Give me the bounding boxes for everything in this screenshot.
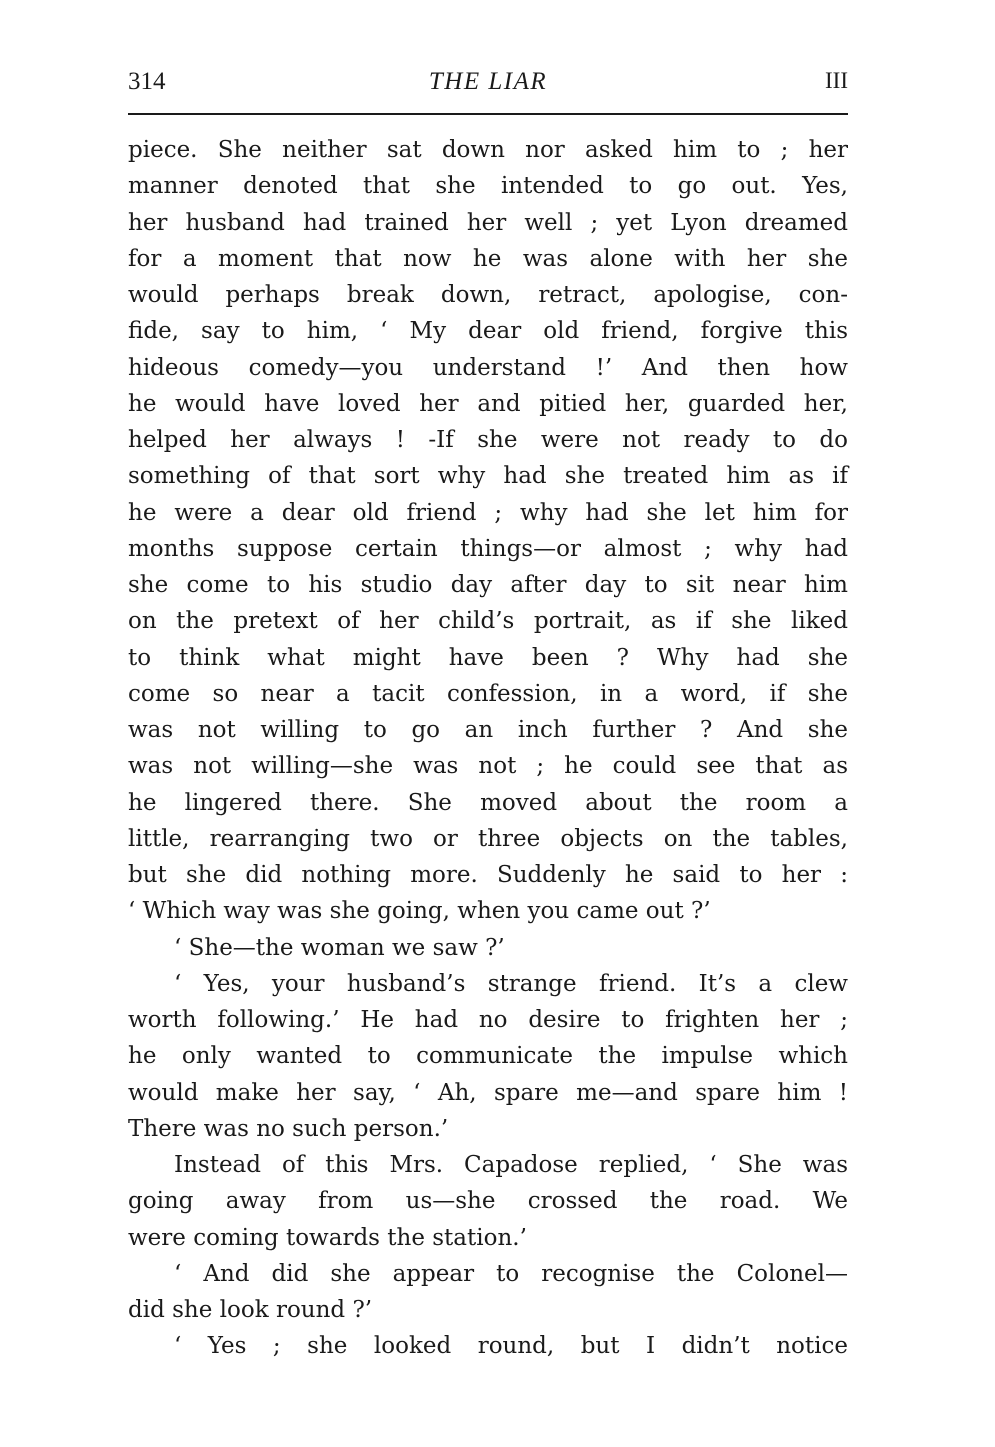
text-line: did she look round ?’ [128, 1297, 373, 1323]
text-line: piece. She neither sat down nor asked him to ; her [128, 137, 848, 163]
text-line: come so near a tacit confession, in a word, if she [128, 680, 848, 707]
text-line: he lingered there. She moved about the room a [128, 789, 848, 816]
header-rule [128, 113, 848, 115]
text-line: ‘ Yes, your husband’s strange friend. It’s a clew [174, 970, 848, 997]
text-line: ‘ Which way was she going, when you came out ?’ [128, 898, 711, 925]
text-line: months suppose certain things—or almost ; why had [128, 535, 848, 562]
page-header [128, 68, 848, 104]
text-line: for a moment that now he was alone with her she [128, 245, 848, 272]
text-line: but she did nothing more. Suddenly he said to her : [128, 862, 848, 888]
text-line: helped her always ! -If she were not ready to do [128, 427, 848, 453]
text-line: little, rearranging two or three objects on the tables, [128, 825, 848, 852]
text-line: he would have loved her and pitied her, guarded her, [128, 390, 848, 417]
text-line: fide, say to him, ‘ My dear old friend, forgive this [128, 318, 848, 345]
text-line: something of that sort why had she treated him as if [128, 463, 848, 490]
page-number: 314 [128, 68, 166, 95]
text-line: he were a dear old friend ; why had she let him for [128, 499, 848, 526]
text-line: ‘ Yes ; she looked round, but I didn’t notice [174, 1333, 848, 1360]
text-line: her husband had trained her well ; yet Lyon dreamed [128, 209, 848, 236]
text-line: were coming towards the station.’ [128, 1224, 527, 1251]
text-line: Instead of this Mrs. Capadose replied, ‘ She was [174, 1152, 848, 1178]
text-line: he only wanted to communicate the impulse which [128, 1043, 848, 1070]
text-line: worth following.’ He had no desire to frighten her ; [128, 1007, 848, 1033]
chapter-number: III [825, 68, 848, 93]
text-line: would perhaps break down, retract, apologise, con- [128, 282, 848, 308]
text-line: going away from us—she crossed the road. We [128, 1188, 848, 1215]
text-line: ‘ And did she appear to recognise the Colonel— [174, 1260, 848, 1287]
text-line: was not willing to go an inch further ? And she [128, 717, 848, 743]
text-line: There was no such person.’ [128, 1115, 449, 1142]
body-text [128, 132, 848, 1365]
text-line: she come to his studio day after day to sit near him [128, 572, 848, 598]
text-line: hideous comedy—you understand !’ And then how [128, 354, 848, 381]
text-line: to think what might have been ? Why had she [128, 644, 848, 671]
text-line: ‘ She—the woman we saw ?’ [174, 934, 505, 961]
text-line: on the pretext of her child’s portrait, as if she liked [128, 608, 848, 635]
running-title: THE LIAR [428, 68, 548, 95]
text-line: was not willing—she was not ; he could see that as [128, 753, 848, 780]
text-line: manner denoted that she intended to go out. Yes, [128, 173, 848, 200]
text-line: would make her say, ‘ Ah, spare me—and spare him ! [128, 1079, 848, 1106]
